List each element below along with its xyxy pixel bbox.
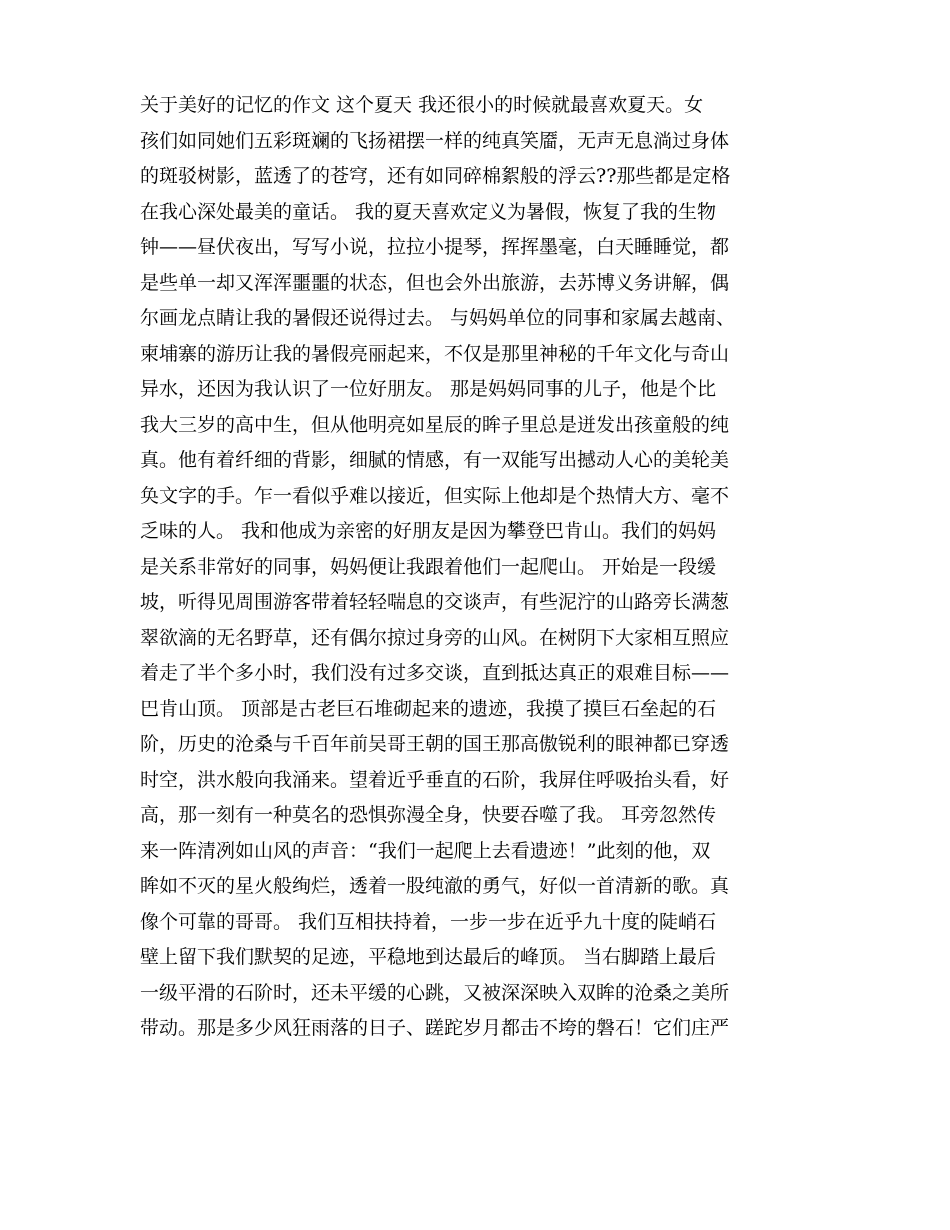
text-line: 是些单一却又浑浑噩噩的状态，但也会外出旅游，去苏博义务讲解，偶 <box>140 271 730 294</box>
text-line: 的斑驳树影，蓝透了的苍穹，还有如同碎棉絮般的浮云??那些都是定格 <box>140 165 731 187</box>
text-line: 着走了半个多小时，我们没有过多交谈，直到抵达真正的艰难目标—— <box>140 662 730 684</box>
text-line: 柬埔寨的游历让我的暑假亮丽起来，不仅是那里神秘的千年文化与奇山 <box>140 342 730 365</box>
text-line: 奂文字的手。乍一看似乎难以接近，但实际上他却是个热情大方、毫不 <box>140 484 730 507</box>
text-line: 孩们如同她们五彩斑斓的飞扬裙摆一样的纯真笑靥，无声无息淌过身体 <box>140 129 730 152</box>
text-line: 阶，历史的沧桑与千百年前吴哥王朝的国王那高傲锐利的眼神都已穿透 <box>140 733 730 755</box>
text-line: 钟——昼伏夜出，写写小说，拉拉小提琴，挥挥墨毫，白天睡睡觉，都 <box>140 236 730 258</box>
text-line: 真。他有着纤细的背影，细腻的情感，有一双能写出撼动人心的美轮美 <box>140 449 730 471</box>
text-line: 异水，还因为我认识了一位好朋友。 那是妈妈同事的儿子，他是个比 <box>140 378 717 400</box>
text-line: 翠欲滴的无名野草，还有偶尔掠过身旁的山风。在树阴下大家相互照应 <box>140 626 730 649</box>
text-line: 坡，听得见周围游客带着轻轻喘息的交谈声，有些泥泞的山路旁长满葱 <box>140 591 730 613</box>
text-line: 尔画龙点睛让我的暑假还说得过去。 与妈妈单位的同事和家属去越南、 <box>140 307 736 329</box>
text-line: 巴肯山顶。 顶部是古老巨石堆砌起来的遗迹，我摸了摸巨石垒起的石 <box>140 697 717 720</box>
text-line: 时空，洪水般向我涌来。望着近乎垂直的石阶，我屏住呼吸抬头看，好 <box>140 768 730 791</box>
text-line: 一级平滑的石阶时，还未平缓的心跳，又被深深映入双眸的沧桑之美所 <box>140 981 730 1004</box>
text-line: 关于美好的记忆的作文 这个夏天 我还很小的时候就最喜欢夏天。女 <box>140 94 704 116</box>
text-line: 乏味的人。 我和他成为亲密的好朋友是因为攀登巴肯山。我们的妈妈 <box>140 520 717 542</box>
text-line: 是关系非常好的同事，妈妈便让我跟着他们一起爬山。 开始是一段缓 <box>140 555 717 578</box>
text-line: 高，那一刻有一种莫名的恐惧弥漫全身，快要吞噬了我。 耳旁忽然传 <box>140 804 717 826</box>
text-line: 像个可靠的哥哥。 我们互相扶持着，一步一步在近乎九十度的陡峭石 <box>140 910 717 933</box>
text-line: 在我心深处最美的童话。 我的夏天喜欢定义为暑假，恢复了我的生物 <box>140 200 717 223</box>
essay-body <box>140 88 820 1047</box>
text-line: 壁上留下我们默契的足迹，平稳地到达最后的峰顶。 当右脚踏上最后 <box>140 946 717 968</box>
text-line: 来一阵清冽如山风的声音：“我们一起爬上去看遗迹！”此刻的他，双 <box>140 839 711 862</box>
text-line: 我大三岁的高中生，但从他明亮如星辰的眸子里总是迸发出孩童般的纯 <box>140 413 730 436</box>
text-line: 眸如不灭的星火般绚烂，透着一股纯澈的勇气，好似一首清新的歌。真 <box>140 875 730 897</box>
text-line: 带动。那是多少风狂雨落的日子、蹉跎岁月都击不垮的磐石！它们庄严 <box>140 1017 730 1039</box>
